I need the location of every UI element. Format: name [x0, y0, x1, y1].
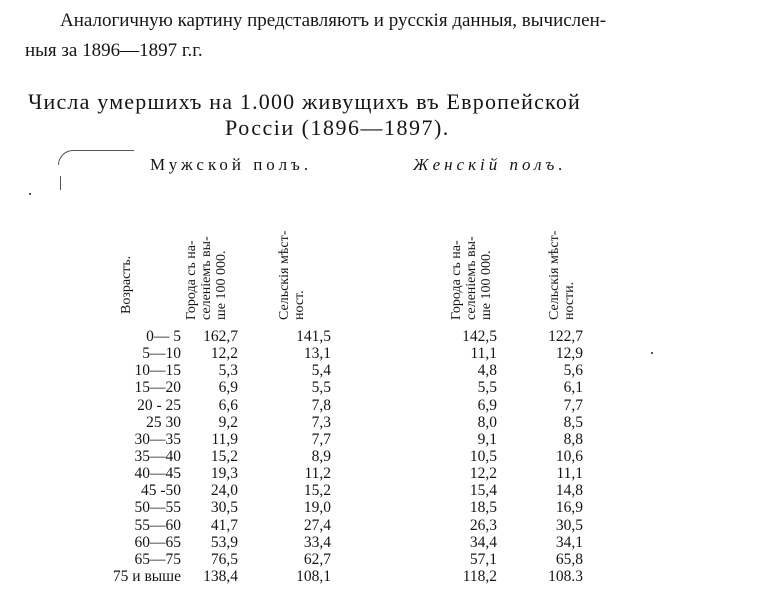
age-column-header	[119, 256, 134, 314]
female-city-column-header-line: ше 100 000.	[479, 250, 494, 320]
intro-line-1: Аналогичную картину представляютъ и русскія данныя, вычислен-	[60, 10, 607, 31]
male-city-cell: 162,7	[203, 328, 238, 345]
female-city-cell: 10,5	[469, 448, 497, 465]
male-rural-cell: 7,3	[311, 414, 331, 431]
female-rural-cell: 5,6	[563, 362, 583, 379]
female-rural-cell: 122,7	[548, 328, 583, 345]
male-city-column-header-line: ше 100 000.	[214, 250, 229, 320]
female-city-cell: 15,4	[469, 482, 497, 499]
table-row	[0, 345, 774, 362]
female-rural-cell: 11,1	[556, 465, 583, 482]
table-row	[0, 534, 774, 551]
male-rural-cell: 141,5	[296, 328, 331, 345]
female-city-cell: 6,9	[477, 397, 497, 414]
male-city-cell: 6,6	[218, 397, 238, 414]
female-rural-cell: 8,5	[563, 414, 583, 431]
male-city-column-header-line: Города съ на-	[184, 240, 199, 320]
male-group-header: Мужской полъ.	[150, 155, 313, 174]
age-cell: 55—60	[134, 517, 181, 534]
female-city-cell: 18,5	[469, 499, 497, 516]
age-cell: 15—20	[134, 379, 181, 396]
male-rural-column-header-line: Сельскія мѣст-	[277, 230, 292, 320]
male-rural-column-header	[277, 231, 307, 320]
female-city-cell: 11,1	[470, 345, 497, 362]
table-row	[0, 328, 774, 345]
female-city-cell: 57,1	[469, 551, 497, 568]
table-row	[0, 482, 774, 499]
female-city-cell: 9,1	[477, 431, 497, 448]
male-rural-cell: 108,1	[296, 568, 331, 585]
female-city-column-header-line: селеніемъ вы-	[464, 236, 479, 320]
female-rural-cell: 6,1	[563, 379, 583, 396]
age-column-header-line: Возрастъ.	[119, 255, 134, 314]
female-rural-cell: 8,8	[563, 431, 583, 448]
male-city-column-header	[184, 236, 229, 320]
female-city-cell: 118,2	[462, 568, 497, 585]
age-cell: 35—40	[134, 448, 181, 465]
table-row	[0, 568, 774, 585]
age-cell: 5—10	[142, 345, 181, 362]
female-city-cell: 5,5	[477, 379, 497, 396]
female-rural-cell: 14,8	[555, 482, 583, 499]
male-city-cell: 76,5	[210, 551, 238, 568]
male-rural-cell: 7,7	[311, 431, 331, 448]
age-cell: 10—15	[134, 362, 181, 379]
female-rural-cell: 10,6	[555, 448, 583, 465]
female-rural-cell: 16,9	[555, 499, 583, 516]
male-city-cell: 11,9	[211, 431, 238, 448]
female-rural-cell: 108.3	[548, 568, 583, 585]
age-cell: 40—45	[134, 465, 181, 482]
table-row	[0, 551, 774, 568]
male-city-cell: 24,0	[210, 482, 238, 499]
male-city-column-header-line: селеніемъ вы-	[199, 236, 214, 320]
male-city-cell: 9,2	[218, 414, 238, 431]
female-city-cell: 8,0	[477, 414, 497, 431]
scan-mark-dot	[29, 193, 31, 195]
male-city-cell: 30,5	[210, 499, 238, 516]
female-group-header: Женскій полъ.	[413, 155, 567, 174]
age-cell: 0— 5	[146, 328, 181, 345]
table-row	[0, 431, 774, 448]
age-cell: 30—35	[134, 431, 181, 448]
female-city-cell: 34,4	[469, 534, 497, 551]
table-row	[0, 465, 774, 482]
male-rural-cell: 15,2	[303, 482, 331, 499]
female-rural-cell: 34,1	[555, 534, 583, 551]
male-city-cell: 138,4	[203, 568, 238, 585]
table-row	[0, 397, 774, 414]
male-city-cell: 12,2	[210, 345, 238, 362]
male-rural-column-header-line: ност.	[292, 290, 307, 320]
male-city-cell: 5,3	[218, 362, 238, 379]
male-rural-cell: 19,0	[303, 499, 331, 516]
male-city-cell: 6,9	[218, 379, 238, 396]
age-cell: 25 30	[146, 414, 181, 431]
table-row	[0, 362, 774, 379]
female-city-cell: 4,8	[477, 362, 497, 379]
table-row	[0, 414, 774, 431]
female-rural-cell: 65,8	[555, 551, 583, 568]
age-cell: 20 - 25	[137, 397, 181, 414]
male-city-cell: 41,7	[210, 517, 238, 534]
table-row	[0, 499, 774, 516]
age-cell: 45 -50	[140, 482, 181, 499]
female-city-cell: 26,3	[469, 517, 497, 534]
female-rural-cell: 12,9	[555, 345, 583, 362]
male-rural-cell: 27,4	[303, 517, 331, 534]
male-rural-cell: 11,2	[304, 465, 331, 482]
age-cell: 75 и выше	[112, 568, 181, 585]
scan-mark-stroke	[60, 176, 61, 190]
male-rural-cell: 33,4	[303, 534, 331, 551]
male-rural-cell: 5,5	[311, 379, 331, 396]
scan-mark-curve	[58, 150, 134, 165]
female-city-column-header-line: Города съ на-	[449, 240, 464, 320]
male-city-cell: 53,9	[210, 534, 238, 551]
female-city-cell: 12,2	[469, 465, 497, 482]
male-rural-cell: 7,8	[311, 397, 331, 414]
male-rural-cell: 8,9	[311, 448, 331, 465]
female-rural-column-header-line: ности.	[562, 281, 577, 320]
intro-line-2: ныя за 1896—1897 г.г.	[25, 40, 203, 61]
age-cell: 65—75	[134, 551, 181, 568]
female-rural-cell: 7,7	[563, 397, 583, 414]
table-title-line-2: Россіи (1896—1897).	[225, 115, 450, 140]
male-city-cell: 19,3	[210, 465, 238, 482]
female-city-cell: 142,5	[462, 328, 497, 345]
table-row	[0, 379, 774, 396]
table-row	[0, 517, 774, 534]
age-cell: 50—55	[134, 499, 181, 516]
male-city-cell: 15,2	[210, 448, 238, 465]
male-rural-cell: 13,1	[303, 345, 331, 362]
female-rural-column-header	[547, 231, 577, 320]
female-city-column-header	[449, 236, 494, 320]
table-title-line-1: Числа умершихъ на 1.000 живущихъ въ Европейской	[28, 89, 581, 114]
male-rural-cell: 5,4	[311, 362, 331, 379]
table-row	[0, 448, 774, 465]
age-cell: 60—65	[134, 534, 181, 551]
female-rural-cell: 30,5	[555, 517, 583, 534]
male-rural-cell: 62,7	[303, 551, 331, 568]
female-rural-column-header-line: Сельскія мѣст-	[547, 230, 562, 320]
